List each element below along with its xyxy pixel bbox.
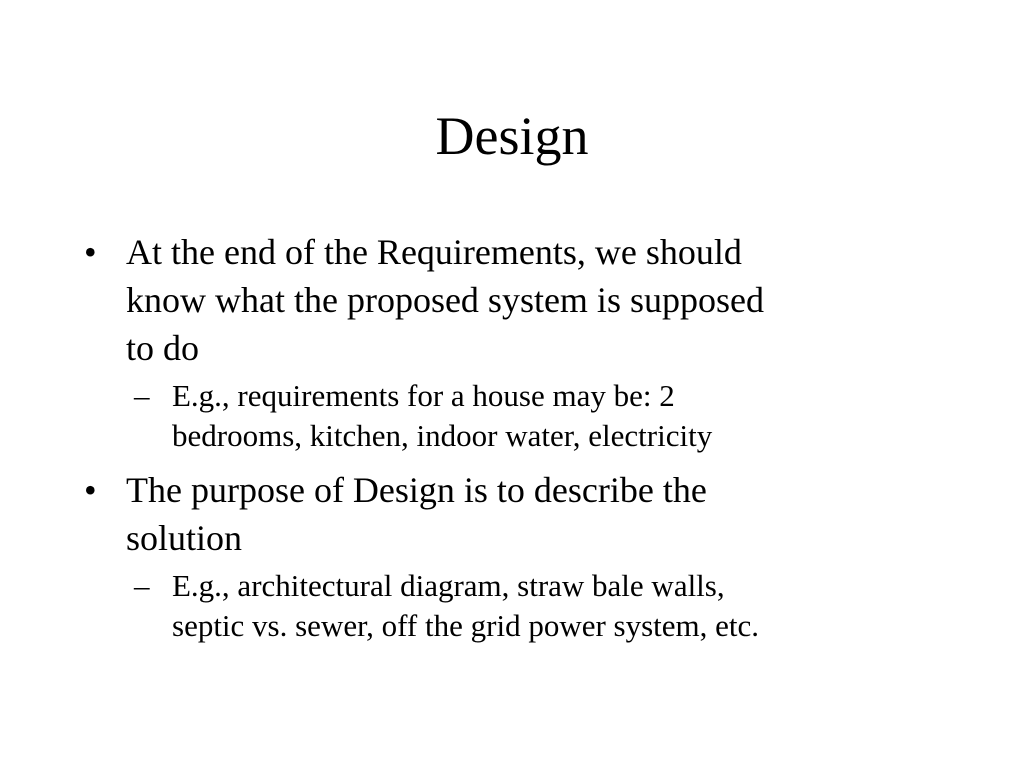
bullet-line: The purpose of Design is to describe the	[126, 470, 707, 510]
sub-bullet-marker: –	[134, 378, 150, 413]
sub-bullet-item	[84, 376, 984, 456]
sub-bullet-item	[84, 566, 984, 646]
bullet-item	[84, 228, 984, 372]
bullet-line: know what the proposed system is supposed	[126, 280, 764, 320]
slide-title: Design	[435, 106, 589, 166]
sub-bullet-line: E.g., requirements for a house may be: 2	[172, 378, 675, 413]
sub-bullet-line: bedrooms, kitchen, indoor water, electricity	[172, 418, 713, 453]
bullet-line: solution	[126, 518, 243, 558]
sub-bullet-marker: –	[134, 568, 150, 603]
bullet-marker: •	[84, 470, 97, 510]
bullet-item	[84, 466, 984, 562]
sub-bullet-line: E.g., architectural diagram, straw bale walls,	[172, 568, 725, 603]
bullet-marker: •	[84, 232, 97, 272]
sub-bullet-line: septic vs. sewer, off the grid power system, etc.	[172, 608, 760, 643]
slide-content	[84, 228, 984, 646]
bullet-line: At the end of the Requirements, we should	[126, 232, 742, 272]
bullet-line: to do	[126, 328, 200, 368]
